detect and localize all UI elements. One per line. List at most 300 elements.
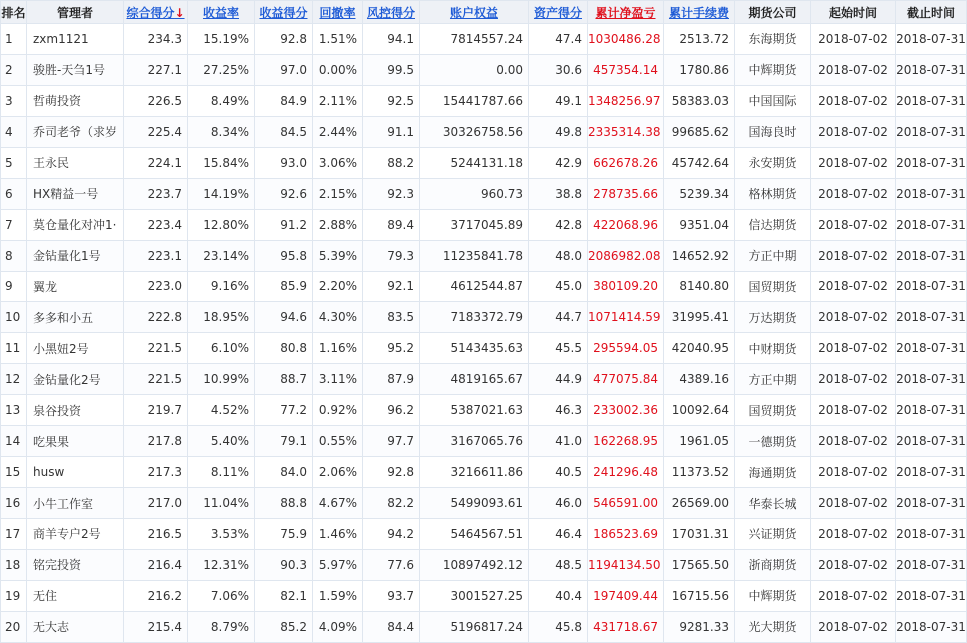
cell-return-rate: 18.95% [188, 302, 255, 333]
cell-rank: 9 [1, 271, 27, 302]
cell-net-pnl: 1194134.50 [588, 549, 664, 580]
cell-total-score: 223.4 [124, 209, 188, 240]
cell-start-date: 2018-07-02 [811, 488, 896, 519]
cell-manager[interactable]: 金钻量化2号 [27, 364, 124, 395]
cell-manager[interactable]: 吃果果 [27, 426, 124, 457]
cell-start-date: 2018-07-02 [811, 395, 896, 426]
cell-rank: 20 [1, 611, 27, 642]
cell-manager[interactable]: 无住 [27, 580, 124, 611]
cell-rank: 11 [1, 333, 27, 364]
cell-rank: 3 [1, 85, 27, 116]
cell-net-pnl: 1030486.28 [588, 24, 664, 55]
cell-total-score: 215.4 [124, 611, 188, 642]
cell-net-pnl: 233002.36 [588, 395, 664, 426]
cell-fees: 1961.05 [664, 426, 735, 457]
table-row [1, 457, 967, 488]
cell-start-date: 2018-07-02 [811, 240, 896, 271]
cell-equity: 5499093.61 [420, 488, 529, 519]
cell-end-date: 2018-07-31 [896, 209, 967, 240]
cell-rank: 17 [1, 519, 27, 550]
cell-equity: 0.00 [420, 54, 529, 85]
cell-equity: 3167065.76 [420, 426, 529, 457]
cell-return-score: 84.9 [255, 85, 313, 116]
cell-fees: 2513.72 [664, 24, 735, 55]
cell-net-pnl: 546591.00 [588, 488, 664, 519]
table-row [1, 302, 967, 333]
table-row [1, 333, 967, 364]
cell-risk-score: 91.1 [363, 116, 420, 147]
cell-drawdown: 3.11% [313, 364, 363, 395]
cell-asset-score: 49.8 [529, 116, 588, 147]
cell-risk-score: 93.7 [363, 580, 420, 611]
cell-fees: 1780.86 [664, 54, 735, 85]
cell-asset-score: 42.8 [529, 209, 588, 240]
cell-broker: 万达期货 [735, 302, 811, 333]
cell-rank: 2 [1, 54, 27, 85]
cell-fees: 10092.64 [664, 395, 735, 426]
cell-total-score: 226.5 [124, 85, 188, 116]
cell-net-pnl: 295594.05 [588, 333, 664, 364]
cell-return-score: 84.0 [255, 457, 313, 488]
cell-equity: 7814557.24 [420, 24, 529, 55]
cell-return-rate: 9.16% [188, 271, 255, 302]
cell-total-score: 222.8 [124, 302, 188, 333]
cell-drawdown: 2.11% [313, 85, 363, 116]
cell-equity: 15441787.66 [420, 85, 529, 116]
cell-equity: 5196817.24 [420, 611, 529, 642]
cell-return-score: 80.8 [255, 333, 313, 364]
cell-fees: 5239.34 [664, 178, 735, 209]
cell-asset-score: 44.9 [529, 364, 588, 395]
cell-start-date: 2018-07-02 [811, 54, 896, 85]
cell-manager[interactable]: HX精益一号 [27, 178, 124, 209]
cell-equity: 10897492.12 [420, 549, 529, 580]
cell-drawdown: 1.51% [313, 24, 363, 55]
cell-asset-score: 45.5 [529, 333, 588, 364]
cell-equity: 5143435.63 [420, 333, 529, 364]
cell-manager[interactable]: 乔司老爷（求岁 [27, 116, 124, 147]
cell-asset-score: 40.4 [529, 580, 588, 611]
cell-risk-score: 84.4 [363, 611, 420, 642]
cell-net-pnl: 2335314.38 [588, 116, 664, 147]
cell-end-date: 2018-07-31 [896, 116, 967, 147]
table-row [1, 611, 967, 642]
table-row [1, 519, 967, 550]
cell-fees: 31995.41 [664, 302, 735, 333]
cell-broker: 国贸期货 [735, 271, 811, 302]
cell-drawdown: 4.30% [313, 302, 363, 333]
cell-broker: 中国国际 [735, 85, 811, 116]
cell-net-pnl: 186523.69 [588, 519, 664, 550]
cell-return-rate: 8.79% [188, 611, 255, 642]
cell-drawdown: 4.09% [313, 611, 363, 642]
cell-drawdown: 0.55% [313, 426, 363, 457]
cell-start-date: 2018-07-02 [811, 580, 896, 611]
cell-end-date: 2018-07-31 [896, 488, 967, 519]
cell-asset-score: 47.4 [529, 24, 588, 55]
cell-risk-score: 83.5 [363, 302, 420, 333]
cell-start-date: 2018-07-02 [811, 333, 896, 364]
cell-manager[interactable]: husw [27, 457, 124, 488]
cell-rank: 4 [1, 116, 27, 147]
cell-net-pnl: 197409.44 [588, 580, 664, 611]
cell-total-score: 216.4 [124, 549, 188, 580]
cell-end-date: 2018-07-31 [896, 333, 967, 364]
cell-total-score: 221.5 [124, 364, 188, 395]
cell-manager[interactable]: 铭完投资 [27, 549, 124, 580]
cell-net-pnl: 1348256.97 [588, 85, 664, 116]
cell-return-rate: 8.49% [188, 85, 255, 116]
cell-total-score: 221.5 [124, 333, 188, 364]
cell-asset-score: 30.6 [529, 54, 588, 85]
cell-risk-score: 95.2 [363, 333, 420, 364]
cell-risk-score: 96.2 [363, 395, 420, 426]
cell-equity: 4612544.87 [420, 271, 529, 302]
cell-asset-score: 48.5 [529, 549, 588, 580]
cell-drawdown: 2.88% [313, 209, 363, 240]
cell-total-score: 216.5 [124, 519, 188, 550]
cell-return-rate: 4.52% [188, 395, 255, 426]
table-body [1, 24, 967, 643]
cell-return-score: 82.1 [255, 580, 313, 611]
cell-risk-score: 92.8 [363, 457, 420, 488]
cell-drawdown: 1.46% [313, 519, 363, 550]
cell-return-score: 75.9 [255, 519, 313, 550]
cell-fees: 45742.64 [664, 147, 735, 178]
cell-return-rate: 10.99% [188, 364, 255, 395]
cell-return-rate: 15.19% [188, 24, 255, 55]
cell-manager[interactable]: 商羊专户2号 [27, 519, 124, 550]
cell-return-score: 88.7 [255, 364, 313, 395]
cell-total-score: 217.0 [124, 488, 188, 519]
header-fees[interactable]: 累计手续费 [664, 1, 735, 24]
cell-return-score: 92.8 [255, 24, 313, 55]
cell-broker: 国海良时 [735, 116, 811, 147]
cell-fees: 8140.80 [664, 271, 735, 302]
cell-asset-score: 46.3 [529, 395, 588, 426]
cell-start-date: 2018-07-02 [811, 24, 896, 55]
cell-rank: 6 [1, 178, 27, 209]
cell-net-pnl: 162268.95 [588, 426, 664, 457]
table-row [1, 24, 967, 55]
table-row [1, 426, 967, 457]
cell-broker: 兴证期货 [735, 519, 811, 550]
cell-net-pnl: 2086982.08 [588, 240, 664, 271]
cell-asset-score: 44.7 [529, 302, 588, 333]
cell-return-score: 84.5 [255, 116, 313, 147]
cell-fees: 17031.31 [664, 519, 735, 550]
cell-fees: 9351.04 [664, 209, 735, 240]
cell-broker: 一德期货 [735, 426, 811, 457]
header-total-score[interactable] [124, 1, 188, 24]
table-row [1, 271, 967, 302]
cell-manager[interactable]: 哲萌投资 [27, 85, 124, 116]
cell-risk-score: 82.2 [363, 488, 420, 519]
cell-return-rate: 3.53% [188, 519, 255, 550]
cell-asset-score: 41.0 [529, 426, 588, 457]
cell-return-rate: 14.19% [188, 178, 255, 209]
cell-fees: 99685.62 [664, 116, 735, 147]
cell-fees: 42040.95 [664, 333, 735, 364]
cell-risk-score: 77.6 [363, 549, 420, 580]
table-row [1, 240, 967, 271]
cell-net-pnl: 1071414.59 [588, 302, 664, 333]
cell-equity: 4819165.67 [420, 364, 529, 395]
cell-net-pnl: 662678.26 [588, 147, 664, 178]
table-row [1, 178, 967, 209]
cell-manager[interactable]: 骏胜-天刍1号 [27, 54, 124, 85]
header-return-rate[interactable]: 收益率 [188, 1, 255, 24]
cell-start-date: 2018-07-02 [811, 147, 896, 178]
cell-rank: 14 [1, 426, 27, 457]
cell-return-score: 90.3 [255, 549, 313, 580]
cell-net-pnl: 477075.84 [588, 364, 664, 395]
cell-total-score: 216.2 [124, 580, 188, 611]
cell-return-rate: 5.40% [188, 426, 255, 457]
header-return-score[interactable]: 收益得分 [255, 1, 313, 24]
cell-return-rate: 15.84% [188, 147, 255, 178]
cell-return-score: 85.9 [255, 271, 313, 302]
cell-broker: 方正中期 [735, 240, 811, 271]
cell-start-date: 2018-07-02 [811, 178, 896, 209]
cell-end-date: 2018-07-31 [896, 519, 967, 550]
header-net-pnl[interactable]: 累计净盈亏 [588, 1, 664, 24]
cell-start-date: 2018-07-02 [811, 209, 896, 240]
cell-end-date: 2018-07-31 [896, 580, 967, 611]
cell-rank: 15 [1, 457, 27, 488]
cell-asset-score: 49.1 [529, 85, 588, 116]
cell-risk-score: 94.2 [363, 519, 420, 550]
cell-drawdown: 2.06% [313, 457, 363, 488]
cell-total-score: 223.7 [124, 178, 188, 209]
cell-asset-score: 45.0 [529, 271, 588, 302]
cell-risk-score: 88.2 [363, 147, 420, 178]
cell-fees: 17565.50 [664, 549, 735, 580]
cell-rank: 1 [1, 24, 27, 55]
cell-equity: 5464567.51 [420, 519, 529, 550]
cell-drawdown: 4.67% [313, 488, 363, 519]
cell-broker: 中辉期货 [735, 54, 811, 85]
cell-return-score: 92.6 [255, 178, 313, 209]
cell-total-score: 217.3 [124, 457, 188, 488]
cell-manager[interactable]: zxm1121 [27, 24, 124, 55]
cell-drawdown: 3.06% [313, 147, 363, 178]
cell-start-date: 2018-07-02 [811, 426, 896, 457]
cell-asset-score: 46.0 [529, 488, 588, 519]
cell-asset-score: 42.9 [529, 147, 588, 178]
cell-risk-score: 89.4 [363, 209, 420, 240]
cell-net-pnl: 278735.66 [588, 178, 664, 209]
cell-risk-score: 94.1 [363, 24, 420, 55]
cell-net-pnl: 431718.67 [588, 611, 664, 642]
cell-end-date: 2018-07-31 [896, 85, 967, 116]
cell-return-rate: 6.10% [188, 333, 255, 364]
cell-return-score: 85.2 [255, 611, 313, 642]
cell-equity: 30326758.56 [420, 116, 529, 147]
cell-start-date: 2018-07-02 [811, 85, 896, 116]
cell-total-score: 227.1 [124, 54, 188, 85]
cell-rank: 18 [1, 549, 27, 580]
cell-start-date: 2018-07-02 [811, 549, 896, 580]
cell-end-date: 2018-07-31 [896, 147, 967, 178]
cell-equity: 3216611.86 [420, 457, 529, 488]
header-total-score-label: 综合得分 [126, 5, 175, 20]
cell-risk-score: 87.9 [363, 364, 420, 395]
cell-drawdown: 0.00% [313, 54, 363, 85]
cell-total-score: 223.1 [124, 240, 188, 271]
cell-broker: 海通期货 [735, 457, 811, 488]
cell-fees: 14652.92 [664, 240, 735, 271]
cell-end-date: 2018-07-31 [896, 457, 967, 488]
table-row [1, 147, 967, 178]
header-risk-score[interactable]: 风控得分 [363, 1, 420, 24]
cell-end-date: 2018-07-31 [896, 364, 967, 395]
cell-equity: 3001527.25 [420, 580, 529, 611]
cell-start-date: 2018-07-02 [811, 116, 896, 147]
table-row [1, 116, 967, 147]
cell-equity: 5244131.18 [420, 147, 529, 178]
cell-start-date: 2018-07-02 [811, 271, 896, 302]
table-row [1, 488, 967, 519]
cell-return-score: 77.2 [255, 395, 313, 426]
header-drawdown[interactable]: 回撤率 [313, 1, 363, 24]
cell-end-date: 2018-07-31 [896, 549, 967, 580]
table-row [1, 395, 967, 426]
cell-end-date: 2018-07-31 [896, 611, 967, 642]
cell-risk-score: 79.3 [363, 240, 420, 271]
cell-fees: 4389.16 [664, 364, 735, 395]
cell-end-date: 2018-07-31 [896, 178, 967, 209]
cell-asset-score: 46.4 [529, 519, 588, 550]
cell-return-rate: 23.14% [188, 240, 255, 271]
cell-return-rate: 7.06% [188, 580, 255, 611]
cell-return-rate: 27.25% [188, 54, 255, 85]
header-row [1, 1, 967, 24]
header-broker: 期货公司 [735, 1, 811, 24]
cell-start-date: 2018-07-02 [811, 302, 896, 333]
cell-total-score: 217.8 [124, 426, 188, 457]
cell-total-score: 223.0 [124, 271, 188, 302]
cell-return-score: 93.0 [255, 147, 313, 178]
cell-rank: 12 [1, 364, 27, 395]
header-start-date: 起始时间 [811, 1, 896, 24]
cell-return-rate: 12.80% [188, 209, 255, 240]
cell-broker: 方正中期 [735, 364, 811, 395]
cell-drawdown: 5.39% [313, 240, 363, 271]
cell-drawdown: 5.97% [313, 549, 363, 580]
cell-manager[interactable]: 翼龙 [27, 271, 124, 302]
cell-total-score: 219.7 [124, 395, 188, 426]
cell-risk-score: 99.5 [363, 54, 420, 85]
cell-total-score: 224.1 [124, 147, 188, 178]
cell-asset-score: 48.0 [529, 240, 588, 271]
cell-return-score: 97.0 [255, 54, 313, 85]
cell-drawdown: 0.92% [313, 395, 363, 426]
cell-total-score: 225.4 [124, 116, 188, 147]
cell-return-score: 88.8 [255, 488, 313, 519]
header-rank: 排名 [1, 1, 27, 24]
header-end-date: 截止时间 [896, 1, 967, 24]
table-row [1, 580, 967, 611]
cell-net-pnl: 380109.20 [588, 271, 664, 302]
cell-equity: 3717045.89 [420, 209, 529, 240]
sort-desc-icon: ↓ [174, 5, 185, 20]
cell-broker: 格林期货 [735, 178, 811, 209]
cell-return-rate: 11.04% [188, 488, 255, 519]
cell-return-rate: 12.31% [188, 549, 255, 580]
cell-end-date: 2018-07-31 [896, 54, 967, 85]
cell-rank: 7 [1, 209, 27, 240]
cell-net-pnl: 457354.14 [588, 54, 664, 85]
cell-equity: 7183372.79 [420, 302, 529, 333]
cell-rank: 8 [1, 240, 27, 271]
cell-broker: 中辉期货 [735, 580, 811, 611]
table-row [1, 85, 967, 116]
cell-net-pnl: 241296.48 [588, 457, 664, 488]
cell-return-score: 91.2 [255, 209, 313, 240]
cell-manager[interactable]: 王永民 [27, 147, 124, 178]
cell-manager[interactable]: 小牛工作室 [27, 488, 124, 519]
cell-broker: 浙商期货 [735, 549, 811, 580]
cell-end-date: 2018-07-31 [896, 395, 967, 426]
cell-rank: 5 [1, 147, 27, 178]
cell-asset-score: 45.8 [529, 611, 588, 642]
cell-broker: 信达期货 [735, 209, 811, 240]
cell-fees: 11373.52 [664, 457, 735, 488]
cell-equity: 960.73 [420, 178, 529, 209]
cell-end-date: 2018-07-31 [896, 302, 967, 333]
cell-fees: 9281.33 [664, 611, 735, 642]
cell-end-date: 2018-07-31 [896, 240, 967, 271]
cell-total-score: 234.3 [124, 24, 188, 55]
cell-manager[interactable]: 金钻量化1号 [27, 240, 124, 271]
cell-manager[interactable]: 无大志 [27, 611, 124, 642]
cell-start-date: 2018-07-02 [811, 611, 896, 642]
cell-risk-score: 92.1 [363, 271, 420, 302]
cell-risk-score: 92.5 [363, 85, 420, 116]
header-asset-score[interactable]: 资产得分 [529, 1, 588, 24]
cell-equity: 11235841.78 [420, 240, 529, 271]
cell-fees: 26569.00 [664, 488, 735, 519]
table-row [1, 549, 967, 580]
cell-manager[interactable]: 莫仓量化对冲1· [27, 209, 124, 240]
cell-broker: 华泰长城 [735, 488, 811, 519]
cell-broker: 国贸期货 [735, 395, 811, 426]
cell-return-rate: 8.34% [188, 116, 255, 147]
cell-return-rate: 8.11% [188, 457, 255, 488]
cell-manager[interactable]: 多多和小五 [27, 302, 124, 333]
cell-drawdown: 2.20% [313, 271, 363, 302]
cell-return-score: 95.8 [255, 240, 313, 271]
cell-drawdown: 1.59% [313, 580, 363, 611]
cell-end-date: 2018-07-31 [896, 24, 967, 55]
cell-manager[interactable]: 泉谷投资 [27, 395, 124, 426]
cell-return-score: 94.6 [255, 302, 313, 333]
header-equity[interactable]: 账户权益 [420, 1, 529, 24]
cell-rank: 13 [1, 395, 27, 426]
cell-asset-score: 40.5 [529, 457, 588, 488]
cell-net-pnl: 422068.96 [588, 209, 664, 240]
cell-risk-score: 97.7 [363, 426, 420, 457]
cell-drawdown: 1.16% [313, 333, 363, 364]
cell-manager[interactable]: 小黑妞2号 [27, 333, 124, 364]
cell-start-date: 2018-07-02 [811, 364, 896, 395]
cell-broker: 光大期货 [735, 611, 811, 642]
cell-return-score: 79.1 [255, 426, 313, 457]
cell-asset-score: 38.8 [529, 178, 588, 209]
cell-risk-score: 92.3 [363, 178, 420, 209]
cell-rank: 10 [1, 302, 27, 333]
